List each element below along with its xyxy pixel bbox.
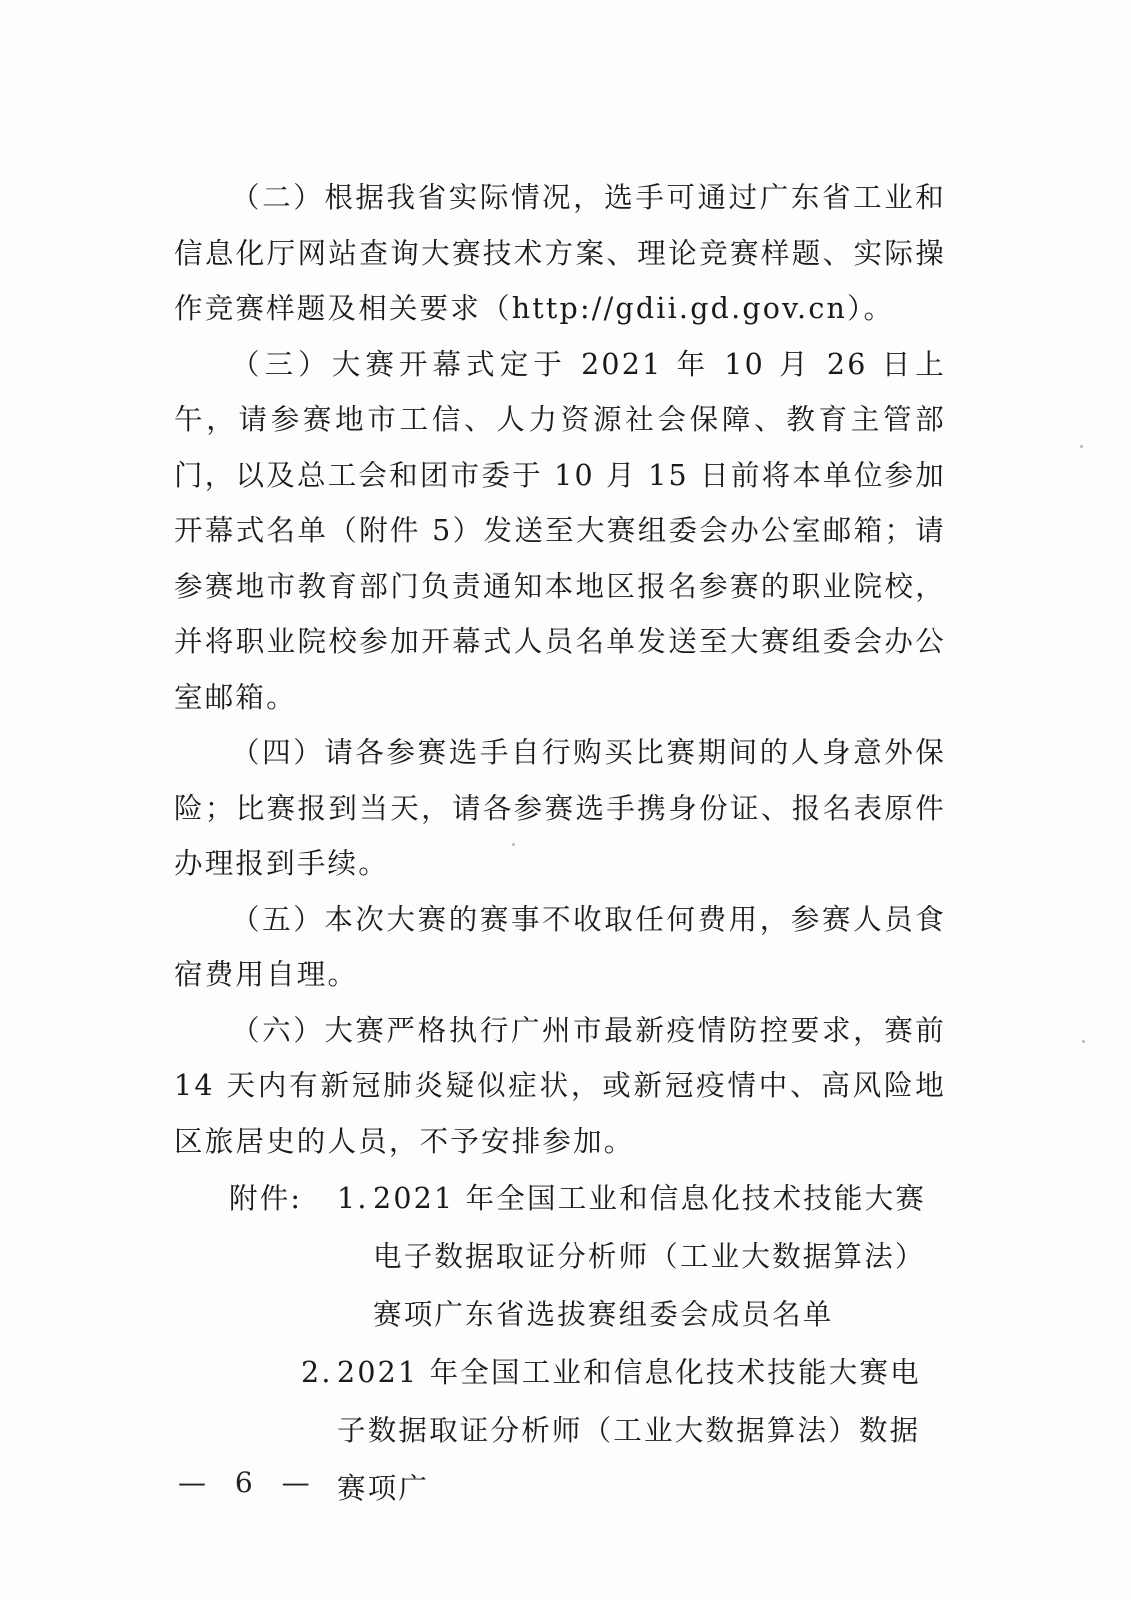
attachments-section: [229, 1170, 946, 1518]
attachment-row-2: [229, 1344, 946, 1518]
page-number: — 6 —: [178, 1466, 320, 1499]
attachment-number: 2.: [301, 1356, 333, 1389]
attachment-title: 2021 年全国工业和信息化技术技能大赛电子数据取证分析师（工业大数据算法）赛项广东省选拔赛组委会成员名单: [373, 1182, 927, 1331]
paragraph-6: （六）大赛严格执行广州市最新疫情防控要求，赛前 14 天内有新冠肺炎疑似症状，或新冠疫情中、高风险地区旅居史的人员，不予安排参加。: [174, 1013, 946, 1158]
paragraph-4: （四）请各参赛选手自行购买比赛期间的人身意外保险；比赛报到当天，请各参赛选手携身份证、报名表原件办理报到手续。: [174, 736, 946, 880]
paragraph-3: （三）大赛开幕式定于 2021 年 10 月 26 日上午，请参赛地市工信、人力资源社会保障、教育主管部门，以及总工会和团市委于 10 月 15 日前将本单位参加开幕式名单（附件 5）发送至大赛组委会办公室邮箱；请参赛地市教育部门负责通知本地区报名参赛的职业院校，并将职业院校参加开幕式人员名单发送至大赛组委会办公室邮箱。: [174, 347, 946, 714]
paragraph-5: （五）本次大赛的赛事不收取任何费用，参赛人员食宿费用自理。: [174, 902, 946, 991]
attachment-item-2: [301, 1344, 946, 1518]
attachment-item-1: [337, 1170, 946, 1344]
paragraph-2: （二）根据我省实际情况，选手可通过广东省工业和信息化厅网站查询大赛技术方案、理论竞赛样题、实际操作竞赛样题及相关要求（http://gdii.gd.gov.cn）。: [174, 181, 946, 325]
attachments-label: 附件:: [229, 1182, 303, 1215]
attachment-row-1: [229, 1170, 946, 1344]
body-text: [174, 170, 946, 1169]
scan-speck: [1080, 445, 1083, 448]
attachment-number: 1.: [337, 1182, 369, 1215]
attachment-title: 2021 年全国工业和信息化技术技能大赛电子数据取证分析师（工业大数据算法）数据赛项广: [337, 1356, 921, 1505]
scan-speck: [512, 843, 515, 846]
scan-speck: [1082, 1040, 1085, 1043]
